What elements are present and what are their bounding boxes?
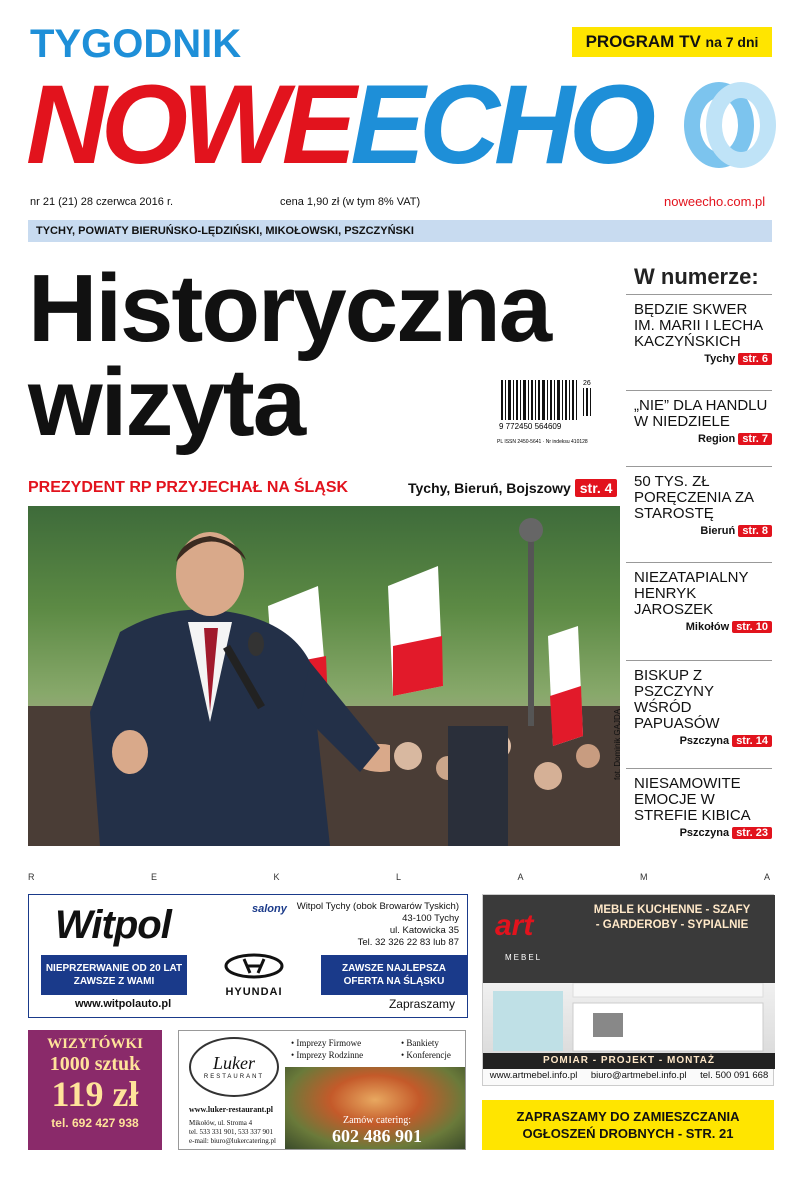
luker-logo [189, 1037, 279, 1097]
classifieds-line: ZAPRASZAMY DO ZAMIESZCZANIA [516, 1109, 740, 1124]
witpol-banner-line: OFERTA NA ŚLĄSKU [343, 976, 445, 987]
reklama-letter: A [517, 872, 526, 882]
witpol-addr-line: Tel. 32 326 22 83 lub 87 [357, 937, 459, 948]
witpol-addr-line: ul. Katowicka 35 [389, 925, 459, 936]
artmebel-title-line: - GARDEROBY - SYPIALNIE [595, 919, 749, 931]
witpol-closing: Zapraszamy [388, 997, 455, 1011]
artmebel-ad[interactable] [482, 894, 774, 1086]
witpol-banner-line: ZAWSZE NAJLEPSZA [342, 963, 446, 974]
reklama-letter: K [273, 872, 282, 882]
classifieds-line: OGŁOSZEŃ DROBNYCH - STR. 21 [522, 1126, 734, 1141]
issue-item-title: NIESAMOWITE EMOCJE W STREFIE KIBICA [634, 775, 751, 824]
artmebel-email[interactable]: biuro@artmebel.info.pl [590, 1070, 687, 1081]
tv-program-days: na 7 dni [705, 34, 759, 50]
logo-ring-2 [706, 82, 776, 168]
hyundai-wordmark: HYUNDAI [225, 986, 283, 998]
luker-phone: 602 486 901 [332, 1126, 422, 1146]
witpol-url[interactable]: www.witpolauto.pl [75, 998, 172, 1010]
wizytowki-quantity: 1000 sztuk [49, 1053, 141, 1075]
logo-part-2: ECHO [350, 62, 651, 187]
issue-item[interactable] [626, 466, 772, 537]
issue-item-title: BĘDZIE SKWER IM. MARII I LECHA KACZYŃSKICH [634, 301, 763, 350]
issue-item-page[interactable]: str. 6 [738, 353, 772, 365]
barcode-digits: 9 772450 564609 [499, 422, 562, 431]
witpol-right-banner [321, 955, 467, 995]
photo-credit: fot. Dominik GAJDA [613, 708, 622, 780]
advertising-label [28, 872, 772, 882]
witpol-left-banner [41, 955, 187, 995]
issue-item-page[interactable]: str. 7 [738, 433, 772, 445]
artmebel-services: POMIAR - PROJEKT - MONTAŻ [483, 1053, 775, 1069]
tv-program-label: PROGRAM TV [585, 32, 701, 51]
issue-item-ref [634, 735, 772, 747]
issue-item-page[interactable]: str. 10 [732, 621, 772, 633]
kitchen-illustration [483, 983, 775, 1053]
barcode-icon [497, 376, 601, 448]
lead-photo[interactable] [28, 506, 620, 846]
artmebel-phone: tel. 500 091 668 [700, 1070, 769, 1081]
president-figure [60, 512, 390, 846]
issue-item-title: 50 TYS. ZŁ PORĘCZENIA ZA STAROSTĘ [634, 473, 754, 522]
luker-url[interactable]: www.luker-restaurant.pl [189, 1105, 273, 1114]
issue-item-ref [634, 621, 772, 633]
luker-name: Luker [213, 1053, 255, 1073]
issue-item[interactable] [626, 768, 772, 839]
headline-line-2: wizyta [28, 349, 305, 456]
issue-item-location: Pszczyna [679, 827, 730, 839]
hyundai-logo [219, 953, 289, 998]
issue-item[interactable] [626, 294, 772, 365]
luker-addr-line: Mikołów, ul. Stroma 4 [189, 1119, 253, 1127]
lead-subheadline: PREZYDENT RP PRZYJECHAŁ NA ŚLĄSK [28, 479, 349, 496]
logo-part-1: NOWE [26, 62, 351, 187]
luker-services-2 [401, 1037, 451, 1061]
headline-line-1: Historyczna [28, 255, 551, 362]
website-link[interactable]: noweecho.com.pl [664, 194, 766, 209]
issue-info: nr 21 (21) 28 czerwca 2016 r. [30, 196, 174, 208]
luker-sub: RESTAURANT [203, 1074, 265, 1080]
issue-item-ref [634, 433, 772, 445]
hyundai-emblem-icon [224, 953, 284, 979]
luker-address [189, 1119, 276, 1146]
artmebel-title-line: MEBLE KUCHENNE - SZAFY [593, 904, 751, 916]
lead-places[interactable] [408, 479, 617, 497]
classifieds-banner[interactable] [482, 1100, 774, 1150]
luker-addr-line: e-mail: biuro@lukercatering.pl [189, 1137, 276, 1145]
barcode-issue: 26 [583, 380, 591, 387]
issue-item-page[interactable]: str. 14 [732, 735, 772, 747]
luker-services-1 [291, 1037, 363, 1061]
issue-item-page[interactable]: str. 23 [732, 827, 772, 839]
reklama-letter: R [28, 872, 37, 882]
reklama-letter: A [763, 872, 772, 882]
region-bar: TYCHY, POWIATY BIERUŃSKO-LĘDZIŃSKI, MIKOŁOWSKI, PSZCZYŃSKI [28, 220, 772, 242]
luker-addr-line: tel. 533 331 901, 533 337 901 [189, 1128, 273, 1136]
artmebel-url[interactable]: www.artmebel.info.pl [489, 1070, 578, 1081]
issue-item-title: „NIE” DLA HANDLU W NIEDZIELE [634, 397, 768, 430]
issue-item-title: NIEZATAPIALNY HENRYK JAROSZEK [634, 569, 749, 618]
issue-item-location: Mikołów [685, 621, 730, 633]
tv-program-box[interactable] [572, 27, 772, 57]
issue-item-location: Bieruń [700, 525, 736, 537]
wizytowki-phone: tel. 692 427 938 [51, 1116, 139, 1130]
luker-service: • Imprezy Rodzinne [291, 1050, 364, 1060]
artmebel-contact [483, 1070, 775, 1081]
barcode [497, 376, 601, 448]
issue-item-location: Pszczyna [679, 735, 730, 747]
issue-item-page[interactable]: str. 8 [738, 525, 772, 537]
witpol-address [297, 901, 459, 949]
reklama-letter: M [639, 872, 650, 882]
issue-item-ref [634, 525, 772, 537]
issue-item[interactable] [626, 660, 772, 747]
wizytowki-price: 119 zł [51, 1074, 139, 1114]
issue-item-location: Tychy [704, 353, 736, 365]
issue-item-title: BISKUP Z PSZCZYNY WŚRÓD PAPUASÓW [634, 667, 720, 732]
artmebel-title [577, 903, 767, 933]
newspaper-logo [26, 62, 651, 187]
luker-service: • Bankiety [401, 1038, 439, 1048]
witpol-addr-line: 43-100 Tychy [402, 913, 459, 924]
luker-service: • Konferencje [401, 1050, 451, 1060]
luker-catering-label: Zamów catering: [342, 1115, 412, 1126]
issue-item-location: Region [697, 433, 736, 445]
price-info: cena 1,90 zł (w tym 8% VAT) [280, 196, 421, 208]
issn-text: PL ISSN 2450-5641 · Nr indeksu 410128 [497, 439, 588, 445]
main-headline[interactable] [28, 255, 551, 456]
artmebel-logo: art [495, 909, 534, 942]
kitchen-photo [483, 983, 775, 1053]
witpol-addr-line: Witpol Tychy (obok Browarów Tyskich) [296, 901, 459, 912]
artmebel-logo-sub: MEBEL [505, 953, 543, 962]
reklama-letter: L [395, 872, 403, 882]
reklama-letter: E [150, 872, 159, 882]
witpol-banner-line: NIEPRZERWANIE OD 20 LAT [45, 963, 183, 974]
issue-item-ref [634, 827, 772, 839]
wizytowki-ad[interactable] [28, 1030, 162, 1150]
in-this-issue-heading: W numerze: [634, 264, 759, 289]
witpol-ad[interactable] [28, 894, 468, 1018]
lead-page-ref[interactable]: str. 4 [575, 479, 618, 497]
wizytowki-title: WIZYTÓWKI [47, 1036, 143, 1052]
issue-item[interactable] [626, 562, 772, 633]
witpol-banner-line: ZAWSZE Z WAMI [73, 976, 155, 987]
luker-ad[interactable] [178, 1030, 466, 1150]
witpol-logo: Witpol [55, 903, 171, 947]
lead-places-text: Tychy, Bieruń, Bojszowy [408, 480, 571, 496]
witpol-salony: salony [252, 903, 287, 915]
issue-item-ref [634, 353, 772, 365]
masthead-kicker: TYGODNIK [30, 22, 242, 66]
luker-service: • Imprezy Firmowe [291, 1038, 362, 1048]
issue-item[interactable] [626, 390, 772, 445]
